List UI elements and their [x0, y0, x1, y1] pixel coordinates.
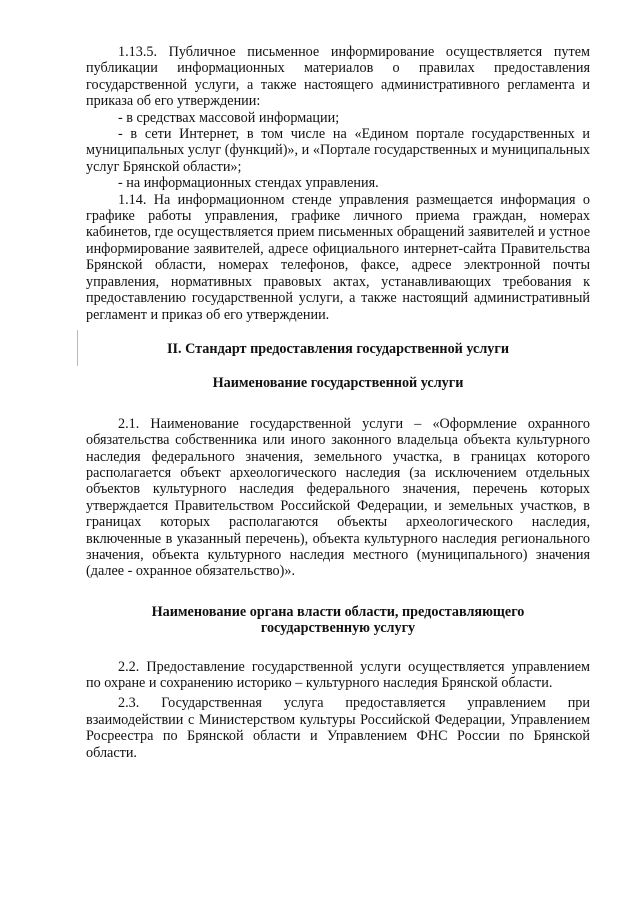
paragraph-1-13-5: 1.13.5. Публичное письменное информирование осуществляется путем публикации информационных материалов о правилах предоставления государственной услуги, а также настоящего административного регламента и приказа об его утверждении: [86, 44, 590, 110]
paragraph-2-2: 2.2. Предоставление государственной услуги осуществляется управлением по охране и сохранению историко – культурного наследия Брянской области. [86, 658, 590, 691]
paragraph-2-3: 2.3. Государственная услуга предоставляется управлением при взаимодействии с Министерством культуры Российской Федерации, Управлением Росреестра по Брянской области и Управлением ФНС России по Брянской области. [86, 695, 590, 761]
section-2-heading: II. Стандарт предоставления государственной услуги [166, 340, 510, 357]
authority-heading-line-2: государственную услугу [260, 620, 416, 637]
scan-artifact-line [77, 330, 78, 366]
bullet-info-stands: - на информационных стендах управления. [118, 175, 379, 192]
service-name-heading: Наименование государственной услуги [212, 375, 464, 392]
bullet-internet: - в сети Интернет, в том числе на «Едином портале государственных и муниципальных услуг (функций)», и «Портале государственных и муниципальных услуг Брянской области»; [86, 126, 590, 175]
bullet-mass-media: - в средствах массовой информации; [118, 109, 340, 126]
paragraph-1-14: 1.14. На информационном стенде управления размещается информация о графике работы управления, графике личного приема граждан, номерах кабинетов, где осуществляется прием письменных обращений заявителей и устное информирование заявителей, адресе официального интернет-сайта Правительства Брянской области, номерах телефонов, факсе, адресе электронной почты управления, нормативных правовых актах, устанавливающих требования к предоставлению государственной услуги, а также настоящий административный регламент и приказ об его утверждении. [86, 191, 590, 323]
authority-heading-line-1: Наименование органа власти области, предоставляющего [151, 603, 525, 620]
paragraph-2-1: 2.1. Наименование государственной услуги – «Оформление охранного обязательства собственника или иного законного владельца объекта культурного наследия федерального значения, земельного участка, в границах которого располагается объект археологического наследия (за исключением отдельных объектов культурного наследия федерального значения, перечень которых утверждается Правительством Российской Федерации, и земельных участков, в границах которых располагаются объекты археологического наследия, включенные в указанный перечень), объекта культурного наследия регионального значения, объекта культурного наследия местного (муниципального) значения (далее - охранное обязательство)». [86, 415, 590, 580]
